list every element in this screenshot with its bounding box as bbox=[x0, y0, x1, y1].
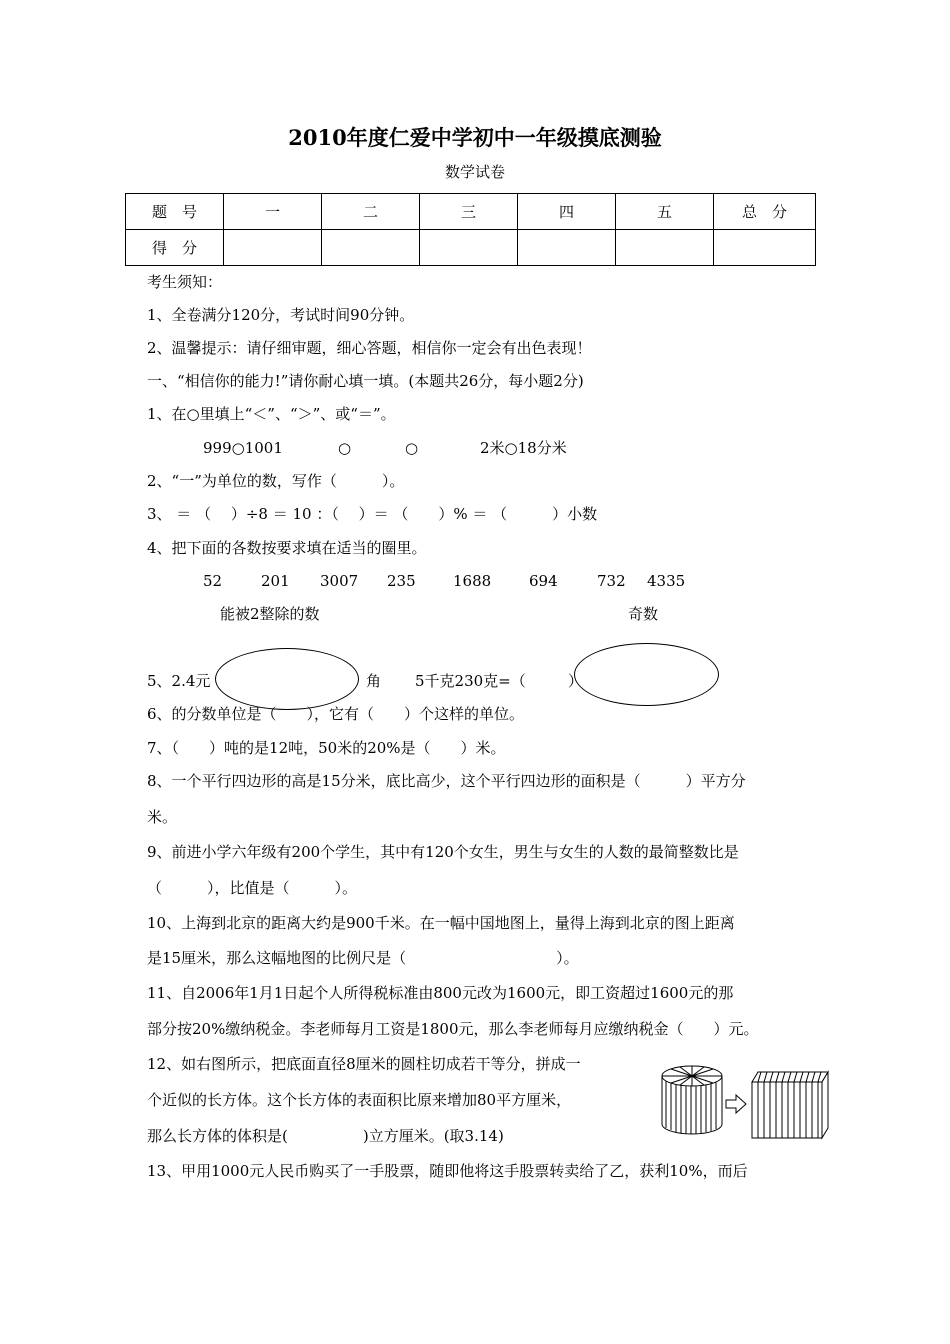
question-10-line-2: 是15厘米，那么这幅地图的比例尺是（ ）。 bbox=[147, 949, 579, 967]
score-cell-3[interactable] bbox=[420, 230, 518, 266]
question-9-line-2: （ ），比值是（ ）。 bbox=[147, 879, 358, 897]
header-cell-total: 总 分 bbox=[714, 194, 816, 230]
question-1-item-4: 2米○18分米 bbox=[480, 439, 567, 457]
number-item: 1688 bbox=[453, 572, 492, 590]
notice-item-2: 2、温馨提示：请仔细审题，细心答题，相信你一定会有出色表现！ bbox=[147, 339, 592, 357]
cylinder-to-cuboid-figure bbox=[658, 1060, 838, 1140]
header-cell-2: 二 bbox=[322, 194, 420, 230]
question-4-text: 4、把下面的各数按要求填在适当的圈里。 bbox=[147, 539, 427, 557]
number-item: 3007 bbox=[320, 572, 359, 590]
question-9-line-1: 9、前进小学六年级有200个学生，其中有120个女生，男生与女生的人数的最简整数比是 bbox=[147, 843, 739, 861]
notice-heading: 考生须知： bbox=[147, 273, 223, 291]
even-numbers-circle bbox=[215, 648, 359, 710]
score-table-score-row bbox=[126, 230, 816, 266]
question-7: 7、（ ）吨的是12吨，50米的20%是（ ）米。 bbox=[147, 739, 506, 757]
score-cell-4[interactable] bbox=[518, 230, 616, 266]
score-table-header-row bbox=[126, 194, 816, 230]
cuboid-figure bbox=[752, 1072, 828, 1138]
odd-numbers-circle bbox=[574, 643, 719, 706]
question-8-line-1: 8、一个平行四边形的高是15分米，底比高少，这个平行四边形的面积是（ ）平方分 bbox=[147, 772, 746, 790]
question-5-prefix: 5、2.4元 bbox=[147, 672, 211, 690]
notice-item-1: 1、全卷满分120分，考试时间90分钟。 bbox=[147, 306, 415, 324]
question-8-line-2: 米。 bbox=[147, 808, 178, 826]
question-5-unit: 角 bbox=[366, 672, 382, 690]
header-cell-4: 四 bbox=[518, 194, 616, 230]
question-11-line-2: 部分按20%缴纳税金。李老师每月工资是1800元，那么李老师每月应缴纳税金（ ）元。 bbox=[147, 1020, 759, 1038]
question-13-line-1: 13、甲用1000元人民币购买了一手股票，随即他将这手股票转卖给了乙，获利10%，而后 bbox=[147, 1162, 748, 1180]
question-12-line-2: 个近似的长方体。这个长方体的表面积比原来增加80平方厘米， bbox=[147, 1091, 572, 1109]
number-item: 52 bbox=[203, 572, 223, 590]
question-1-item-1: 999○1001 bbox=[203, 439, 283, 457]
question-3: 3、 ＝ （ ）÷8 ＝ 10 ：（ ）＝ （ ）% ＝ （ ）小数 bbox=[147, 505, 598, 523]
score-cell-1[interactable] bbox=[224, 230, 322, 266]
score-cell-total[interactable] bbox=[714, 230, 816, 266]
question-5-close: ） bbox=[568, 672, 584, 690]
even-numbers-label: 能被2整除的数 bbox=[220, 605, 320, 623]
header-cell-question-no: 题 号 bbox=[126, 194, 224, 230]
header-cell-1: 一 bbox=[224, 194, 322, 230]
page-subtitle: 数学试卷 bbox=[444, 163, 505, 181]
question-10-line-1: 10、上海到北京的距离大约是900千米。在一幅中国地图上，量得上海到北京的图上距离 bbox=[147, 914, 735, 932]
question-6: 6、的分数单位是（ ），它有（ ）个这样的单位。 bbox=[147, 705, 525, 723]
score-cell-5[interactable] bbox=[616, 230, 714, 266]
question-11-line-1: 11、自2006年1月1日起个人所得税标准由800元改为1600元，即工资超过1600元的那 bbox=[147, 984, 734, 1002]
section-1-heading: 一、“相信你的能力!”请你耐心填一填。(本题共26分，每小题2分) bbox=[147, 372, 584, 390]
question-1-item-3: ○ bbox=[405, 439, 419, 457]
question-1-item-2: ○ bbox=[338, 439, 352, 457]
number-item: 732 bbox=[597, 572, 626, 590]
page-title: 2010年度仁爱中学初中一年级摸底测验 bbox=[288, 125, 662, 150]
score-cell-2[interactable] bbox=[322, 230, 420, 266]
score-table bbox=[125, 193, 816, 266]
right-arrow-icon bbox=[726, 1095, 746, 1113]
header-cell-5: 五 bbox=[616, 194, 714, 230]
header-cell-3: 三 bbox=[420, 194, 518, 230]
question-1-text: 1、在○里填上“＜”、“＞”、或“＝”。 bbox=[147, 405, 396, 423]
question-12-line-3: 那么长方体的体积是( )立方厘米。(取3.14) bbox=[147, 1127, 504, 1145]
cylinder-figure bbox=[662, 1066, 722, 1134]
number-item: 4335 bbox=[647, 572, 686, 590]
question-2: 2、“一”为单位的数，写作（ ）。 bbox=[147, 472, 405, 490]
number-item: 201 bbox=[261, 572, 290, 590]
score-row-label: 得 分 bbox=[126, 230, 224, 266]
number-item: 235 bbox=[387, 572, 416, 590]
question-12-line-1: 12、如右图所示，把底面直径8厘米的圆柱切成若干等分，拼成一 bbox=[147, 1055, 581, 1073]
question-5-part-2: 5千克230克=（ bbox=[415, 672, 526, 690]
odd-numbers-label: 奇数 bbox=[628, 605, 659, 623]
number-item: 694 bbox=[529, 572, 558, 590]
